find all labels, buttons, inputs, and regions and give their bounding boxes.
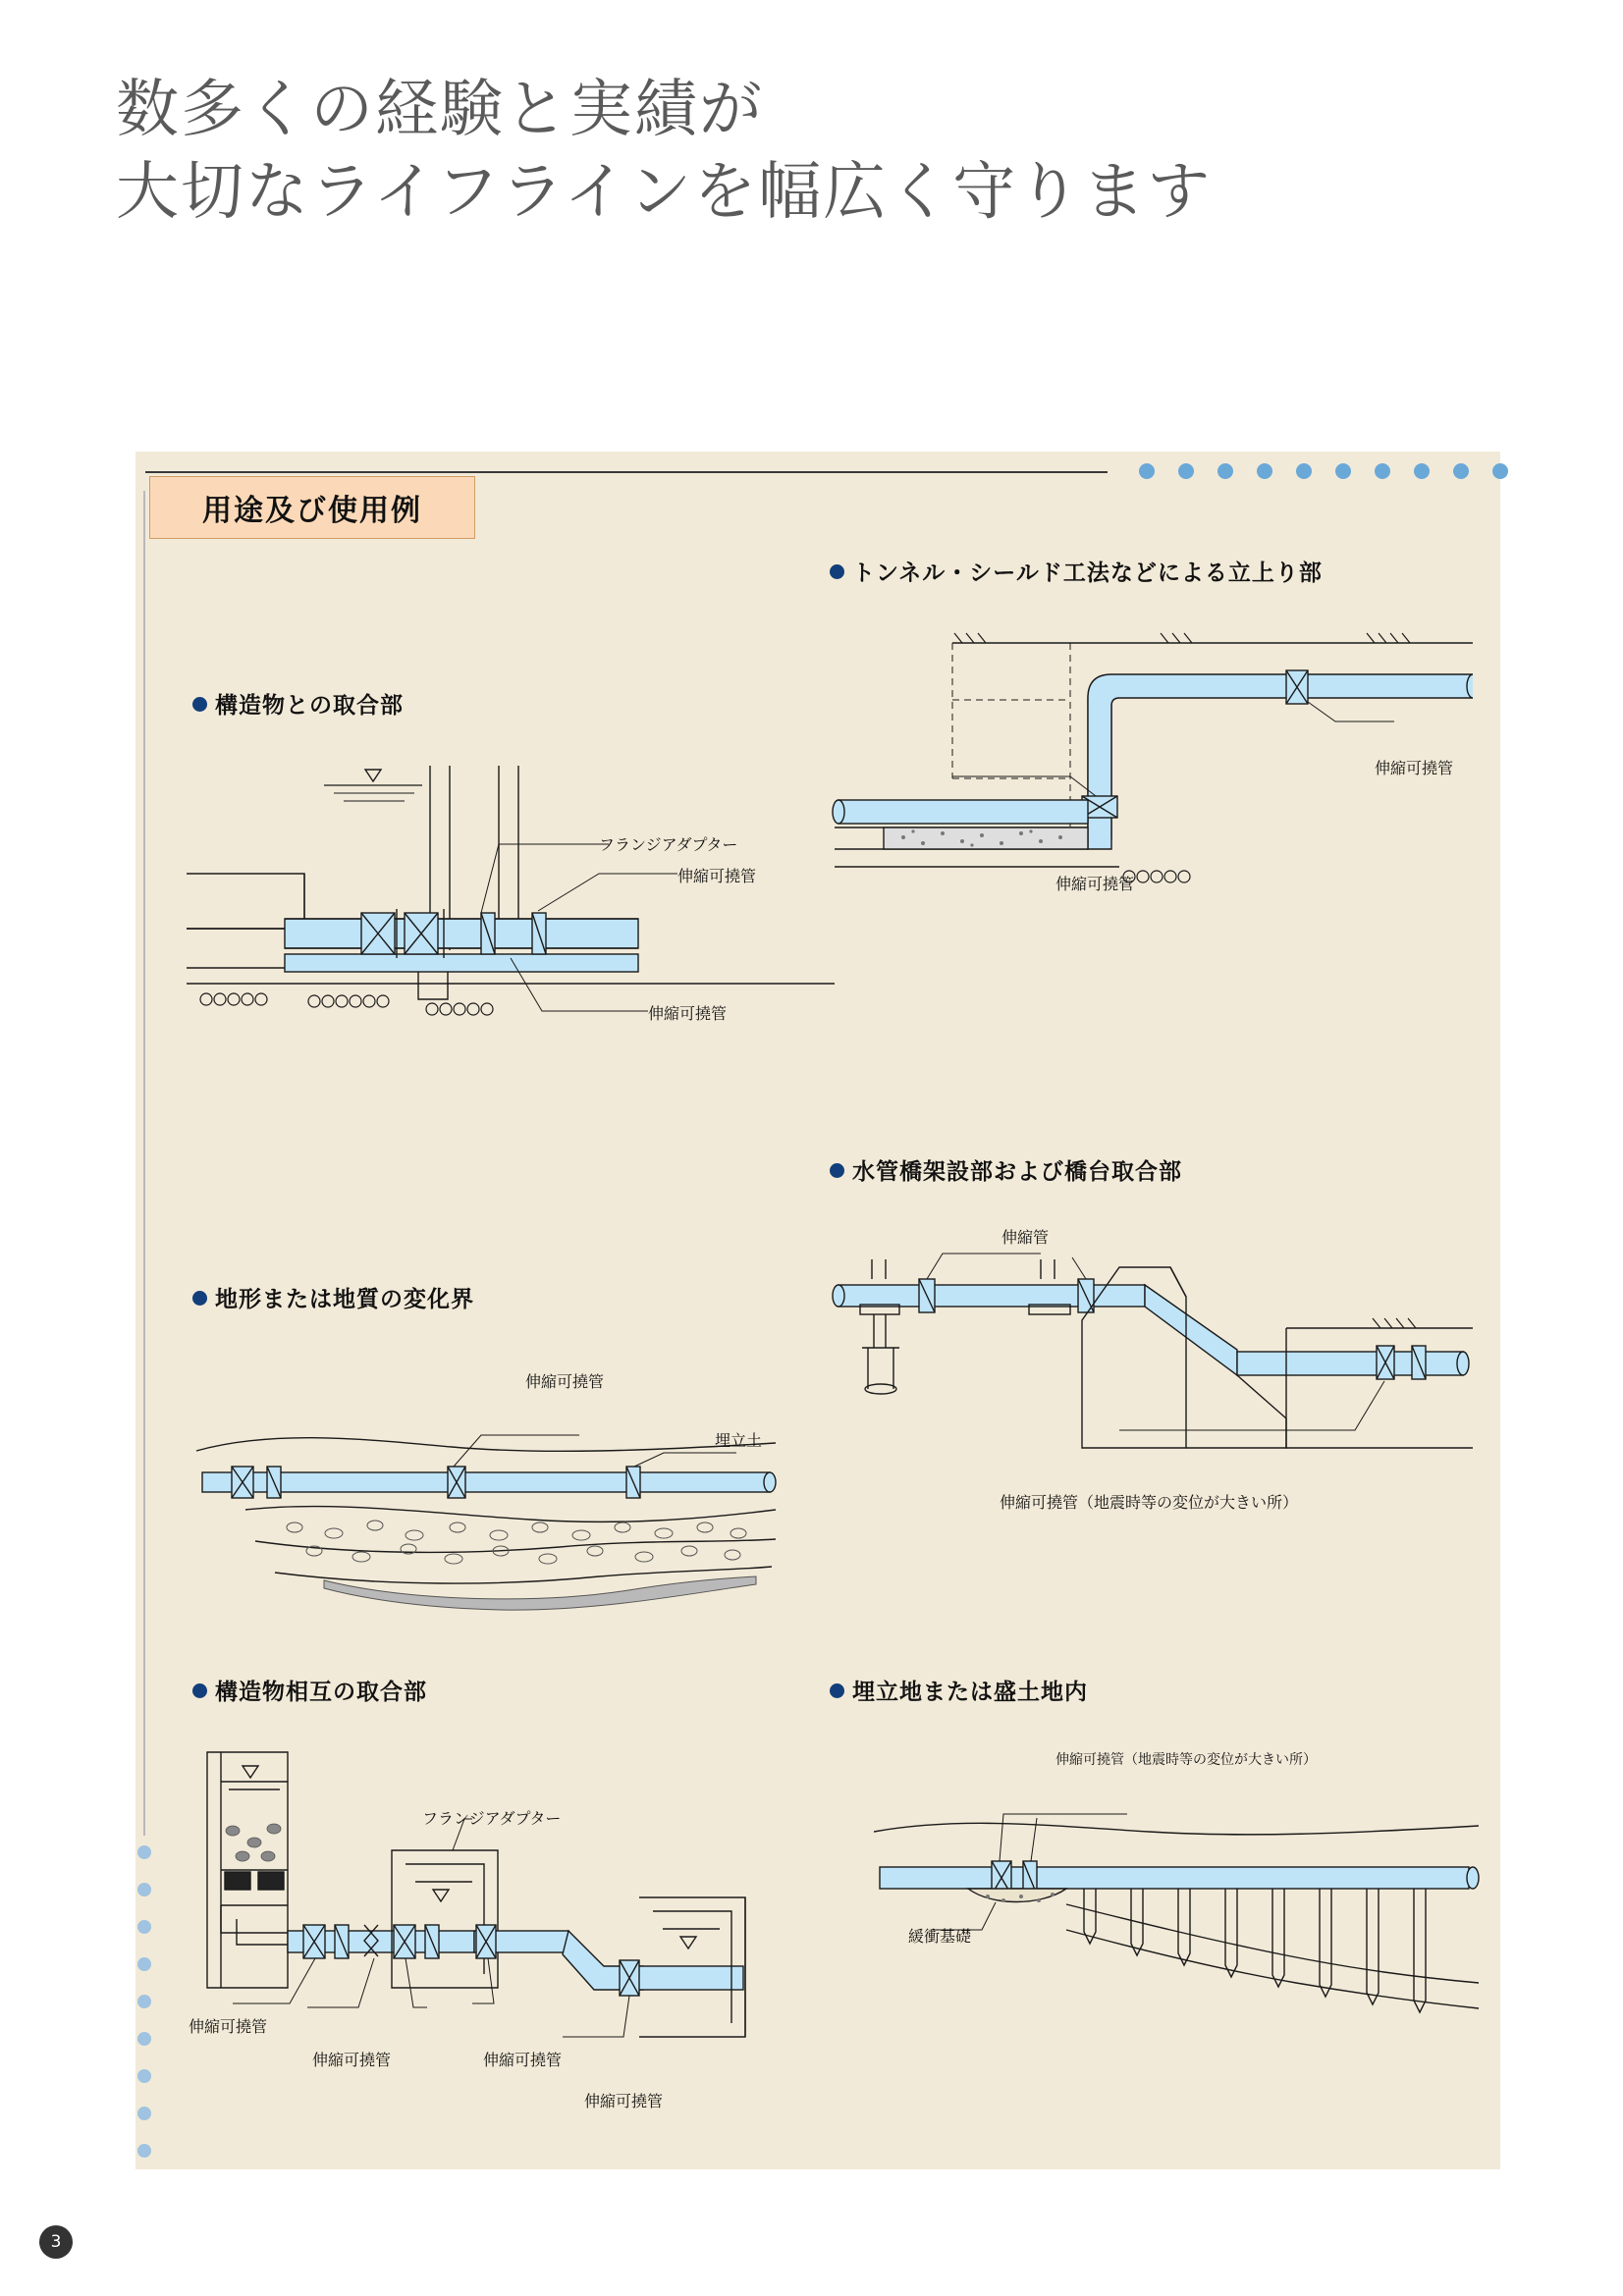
block-title-geology-boundary: 地形または地質の変化界 [192,1281,474,1313]
block-title-tunnel-riser: トンネル・シールド工法などによる立上り部 [830,555,1323,587]
caption-flange-adapter-2: フランジアダプター [422,1809,562,1828]
bullet-icon [192,697,207,712]
decorative-dot-column [137,1845,155,2179]
bullet-icon [192,1291,207,1306]
decorative-dot-row [1139,463,1502,481]
caption-geology-flex: 伸縮可撓管 [525,1372,605,1391]
figure-tunnel-riser [825,604,1473,987]
caption-mutual-flex-1: 伸縮可撓管 [189,2017,268,2036]
caption-mutual-flex-2: 伸縮可撓管 [312,2051,392,2069]
caption-mutual-flex-3: 伸縮可撓管 [483,2051,563,2069]
block-title-landfill: 埋立地または盛土地内 [830,1674,1088,1706]
figure-structure-junction [187,726,835,1168]
bullet-icon [830,564,844,579]
caption-tunnel-flex-1: 伸縮可撓管 [1375,759,1454,777]
figure-geology-boundary [187,1345,815,1639]
page-title [116,69,1490,235]
panel-left-rule [143,491,145,1836]
block-title-water-bridge: 水管橋架設部および橋台取合部 [830,1153,1182,1186]
page-title-line-2: 大切なライフラインを幅広く守ります [116,157,1213,228]
caption-expansion-flex-1: 伸縮可撓管 [677,867,757,885]
caption-bridge-flex-note: 伸縮可撓管（地震時等の変位が大きい所） [1000,1493,1299,1512]
caption-landfill-soil: 埋立土 [715,1431,763,1450]
page-title-line-1: 数多くの経験と実績が [116,75,764,144]
caption-mutual-flex-4: 伸縮可撓管 [584,2092,664,2110]
page-number: 3 [39,2225,73,2259]
caption-bridge-expansion: 伸縮管 [1001,1228,1050,1247]
caption-flange-adapter-1: フランジアダプター [599,835,738,854]
section-tag: 用途及び使用例 [149,476,475,539]
caption-expansion-flex-2: 伸縮可撓管 [648,1004,728,1023]
caption-cushion-base: 緩衝基礎 [908,1927,972,1946]
bullet-icon [830,1683,844,1698]
caption-tunnel-flex-2: 伸縮可撓管 [1055,875,1135,893]
caption-fill-flex-note: 伸縮可撓管（地震時等の変位が大きい所） [1055,1752,1317,1768]
panel-top-rule [145,471,1108,473]
bullet-icon [192,1683,207,1698]
block-title-mutual-structures: 構造物相互の取合部 [192,1674,427,1706]
block-title-structure-junction: 構造物との取合部 [192,687,404,720]
figure-landfill-area [874,1757,1483,2071]
